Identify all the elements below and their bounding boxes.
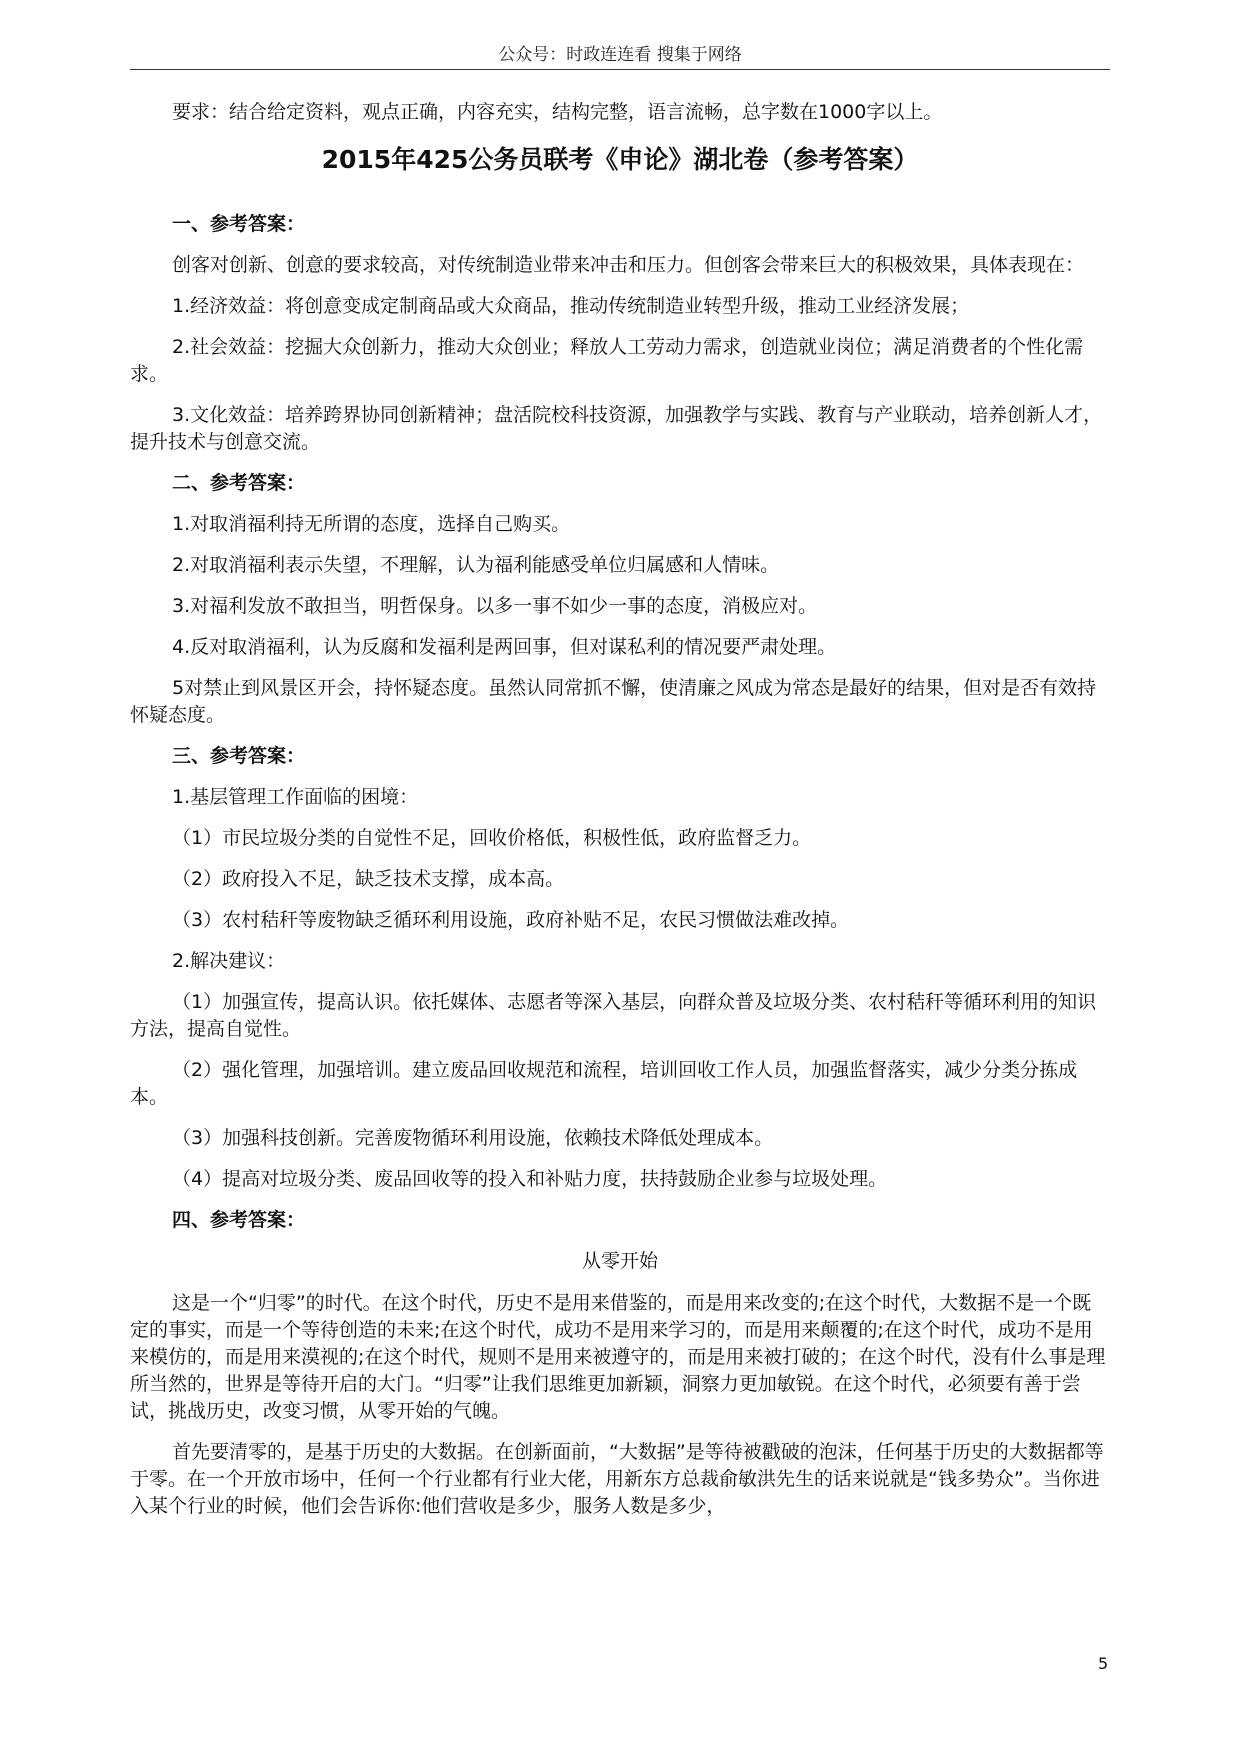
paragraph: 4.反对取消福利，认为反腐和发福利是两回事，但对谋私利的情况要严肃处理。 xyxy=(172,636,837,658)
paragraph: 首先要清零的，是基于历史的大数据。在创新面前，“大数据”是等待被戳破的泡沫，任何基于历史的大数据都等于零。在一个开放市场中，任何一个行业都有行业大佬，用新东方总裁俞敏洪先生的话来说就是“钱多势众”。当你进入某个行业的时候，他们会告诉你:他们营收是多少，服务人数是多少， xyxy=(130,1441,1104,1517)
page-header: 公众号：时政连连看 搜集于网络 xyxy=(498,45,742,65)
paragraph: 3.对福利发放不敢担当，明哲保身。以多一事不如少一事的态度，消极应对。 xyxy=(172,595,818,617)
paragraph: 2.社会效益：挖掘大众创新力，推动大众创业；释放人工劳动力需求，创造就业岗位；满足消费者的个性化需求。 xyxy=(130,336,1084,385)
paragraph: （2）政府投入不足，缺乏技术支撑，成本高。 xyxy=(172,868,565,890)
document-body xyxy=(130,99,1110,1534)
paragraph: 1.基层管理工作面临的困境： xyxy=(172,786,419,808)
essay-title: 从零开始 xyxy=(581,1250,658,1272)
paragraph: 1.经济效益：将创意变成定制商品或大众商品，推动传统制造业转型升级，推动工业经济发展； xyxy=(172,295,970,317)
page-number: 5 xyxy=(1098,1654,1109,1673)
paragraph: 创客对创新、创意的要求较高，对传统制造业带来冲击和压力。但创客会带来巨大的积极效果，具体表现在： xyxy=(172,254,1085,276)
page-title: 2015年425公务员联考《申论》湖北卷（参考答案） xyxy=(321,145,919,174)
section-heading-4: 四、参考答案： xyxy=(172,1209,306,1231)
section-heading-2: 二、参考答案： xyxy=(172,472,306,494)
paragraph: （4）提高对垃圾分类、废品回收等的投入和补贴力度，扶持鼓励企业参与垃圾处理。 xyxy=(172,1168,888,1190)
paragraph: （1）市民垃圾分类的自觉性不足，回收价格低，积极性低，政府监督乏力。 xyxy=(172,827,812,849)
requirement-text: 要求：结合给定资料，观点正确，内容充实，结构完整，语言流畅，总字数在1000字以上。 xyxy=(172,101,943,123)
paragraph: 这是一个“归零”的时代。在这个时代，历史不是用来借鉴的，而是用来改变的;在这个时代，大数据不是一个既定的事实，而是一个等待创造的未来;在这个时代，成功不是用来学习的，而是用来颠覆的;在这个时代，成功不是用来模仿的，而是用来漠视的;在这个时代，规则不是用来被遵守的，而是用来被打破的；在这个时代，没有什么事是理所当然的，世界是等待开启的大门。“归零”让我们思维更加新颖，洞察力更加敏锐。在这个时代，必须要有善于尝试，挑战历史，改变习惯，从零开始的气魄。 xyxy=(130,1292,1106,1422)
paragraph: 2.对取消福利表示失望，不理解，认为福利能感受单位归属感和人情味。 xyxy=(172,554,780,576)
paragraph: 1.对取消福利持无所谓的态度，选择自己购买。 xyxy=(172,513,571,535)
paragraph: （1）加强宣传，提高认识。依托媒体、志愿者等深入基层，向群众普及垃圾分类、农村秸秆等循环利用的知识方法，提高自觉性。 xyxy=(130,991,1097,1040)
paragraph: 5对禁止到风景区开会，持怀疑态度。虽然认同常抓不懈，使清廉之风成为常态是最好的结果，但对是否有效持怀疑态度。 xyxy=(130,677,1097,726)
paragraph: （2）强化管理，加强培训。建立废品回收规范和流程，培训回收工作人员，加强监督落实，减少分类分拣成本。 xyxy=(130,1059,1078,1108)
paragraph: 2.解决建议： xyxy=(172,950,286,972)
paragraph: （3）农村秸秆等废物缺乏循环利用设施，政府补贴不足，农民习惯做法难改掉。 xyxy=(172,909,850,931)
paragraph: 3.文化效益：培养跨界协同创新精神；盘活院校科技资源，加强教学与实践、教育与产业联动，培养创新人才，提升技术与创意交流。 xyxy=(130,404,1103,453)
paragraph: （3）加强科技创新。完善废物循环利用设施，依赖技术降低处理成本。 xyxy=(172,1127,774,1149)
section-heading-3: 三、参考答案： xyxy=(172,745,306,767)
section-heading-1: 一、参考答案： xyxy=(172,213,306,235)
header-divider xyxy=(130,69,1110,70)
